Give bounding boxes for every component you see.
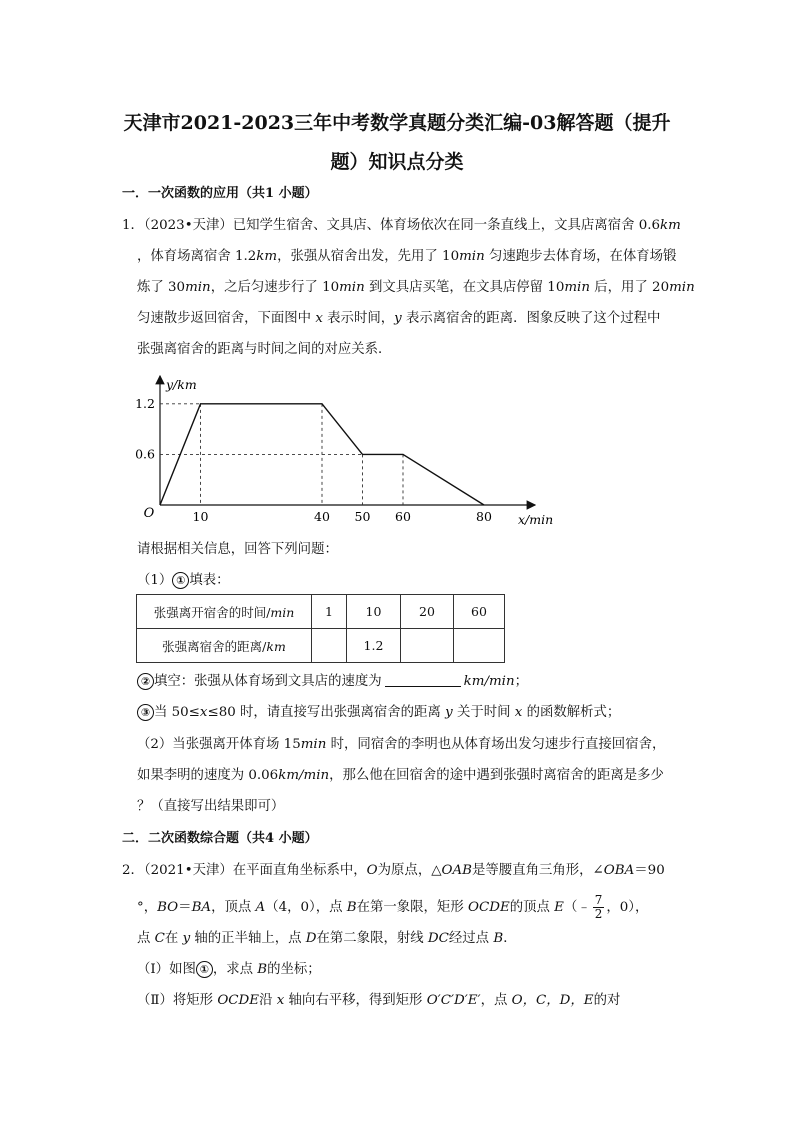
unit-min: min — [300, 737, 327, 752]
var: DC — [427, 931, 449, 946]
q1-part2-line2 — [137, 766, 664, 786]
q2-text: 的顶点 — [509, 900, 555, 915]
label-text: 张强离开宿舍的时间/ — [153, 604, 271, 620]
q1-text: ，之后匀速步行了 10 — [210, 280, 340, 295]
var: x — [276, 993, 285, 1008]
q2-text: ＝90 — [634, 863, 665, 878]
part-text: （2）当张强离开体育场 15 — [137, 737, 301, 752]
unit-km-min: km/min — [463, 674, 515, 689]
origin-label: O — [143, 506, 155, 521]
q2-text: 是等腰直角三角形，∠ — [472, 863, 604, 878]
var: B — [257, 962, 268, 977]
q1-text: 炼了 30 — [137, 280, 186, 295]
table-row — [137, 629, 505, 663]
var: OCDE — [217, 993, 260, 1008]
var: O — [366, 863, 378, 878]
q2-text: ，点 — [480, 993, 512, 1008]
part-text: 关于时间 — [452, 705, 515, 720]
q1-line4 — [137, 309, 660, 329]
q2-text: （4，0），点 — [265, 900, 347, 915]
var: OCDE — [467, 900, 510, 915]
part-label: （1） — [137, 573, 173, 588]
x-tick-label: 40 — [314, 509, 330, 524]
y-tick-label: 1.2 — [135, 395, 155, 411]
unit-min: min — [339, 280, 365, 295]
q1-text: 后，用了 20 — [589, 280, 670, 295]
q1-prompt: 请根据相关信息，回答下列问题： — [137, 542, 338, 557]
unit-min: min — [669, 280, 695, 295]
doc-title-line1: 天津市2021-2023三年中考数学真题分类汇编-03解答题（提升 — [123, 112, 671, 134]
unit-km-min: km/min — [278, 768, 330, 783]
q2-text: 沿 — [259, 993, 277, 1008]
q2-text: （Ⅱ）将矩形 — [137, 993, 218, 1008]
part-text: 如果李明的速度为 0.06 — [137, 768, 279, 783]
doc-title-line2: 题）知识点分类 — [330, 151, 464, 173]
y-tick-label: 0.6 — [135, 446, 155, 462]
label-text: 张强离宿舍的距离/ — [162, 638, 267, 654]
var: OAB — [441, 863, 473, 878]
q1-line2 — [137, 247, 676, 267]
q2-text: 为原点，△ — [377, 863, 442, 878]
q2-text: （﹣ — [563, 900, 591, 915]
q2-text: 在平面直角坐标系中， — [232, 863, 367, 878]
q1-part2-line1 — [137, 735, 665, 755]
q2-text: ，顶点 — [211, 900, 256, 915]
unit-min: min — [459, 249, 485, 264]
table-cell: 20 — [401, 595, 454, 629]
circled-1-icon: ① — [196, 961, 213, 978]
q2-text: 在第一象限，矩形 — [356, 900, 468, 915]
var: O′C′D′E′ — [426, 993, 481, 1008]
table-cell-blank[interactable] — [454, 629, 505, 663]
q2-text: ，0）， — [606, 900, 649, 915]
x-tick-label: 50 — [354, 509, 371, 524]
var-y: y — [394, 311, 402, 326]
q1-part2-line3: ？（直接写出结果即可） — [137, 799, 285, 814]
q1-line1 — [122, 216, 681, 236]
var: OBA — [603, 863, 635, 878]
var: B — [346, 900, 357, 915]
q1-text: ，张强从宿舍出发，先用了 10 — [277, 249, 460, 264]
q2-line1 — [122, 861, 665, 881]
section-heading-1: 一．一次函数的应用（共1 小题） — [122, 186, 318, 201]
q1-part1-3 — [137, 703, 620, 723]
unit-km: km — [660, 218, 681, 233]
x-tick-label: 10 — [192, 509, 209, 524]
x-tick-label: 60 — [395, 509, 411, 524]
q1-part1-2 — [137, 672, 528, 692]
unit-min: min — [185, 280, 211, 295]
circled-1-icon: ① — [172, 572, 189, 589]
table-cell: 10 — [347, 595, 401, 629]
q1-text: 表示离宿舍的距离．图象反映了这个过程中 — [401, 311, 661, 326]
var: BO — [157, 900, 179, 915]
var-x: x — [315, 311, 323, 326]
table-row-label — [137, 595, 312, 629]
q2-text: 在 — [164, 931, 183, 946]
part-text: 当 50≤ — [154, 705, 200, 720]
section-heading-2: 二．二次函数综合题（共4 小题） — [122, 831, 318, 846]
unit-min: min — [564, 280, 590, 295]
fraction-numerator: 7 — [594, 893, 603, 907]
table-row-label — [137, 629, 312, 663]
q2-source: （2021•天津） — [143, 863, 233, 878]
unit-km: km — [256, 249, 278, 264]
q1-text: 已知学生宿舍、文具店、体育场依次在同一条直线上，文具店离宿舍 0.6 — [232, 218, 661, 233]
part-text: 填空：张强从体育场到文具店的速度为 — [154, 674, 382, 689]
q1-text: ，体育场离宿舍 1.2 — [137, 249, 257, 264]
q1-text: 匀速散步返回宿舍，下面图中 — [137, 311, 316, 326]
table-cell-blank[interactable] — [312, 629, 347, 663]
unit-km: km — [266, 638, 286, 654]
var: C — [154, 931, 165, 946]
var-x: x — [199, 705, 208, 720]
fill-table — [136, 594, 505, 663]
var: D — [305, 931, 317, 946]
q2-text: 轴向右平移，得到矩形 — [284, 993, 427, 1008]
table-cell: 1.2 — [347, 629, 401, 663]
q1-part1 — [137, 571, 229, 591]
q2-text: 在第二象限，射线 — [316, 931, 428, 946]
part-text: 填表： — [189, 573, 230, 588]
var: A — [255, 900, 266, 915]
q2-text: 点 — [137, 931, 155, 946]
part-text: ≤80 时，请直接写出张强离宿舍的距离 — [207, 705, 446, 720]
table-row — [137, 595, 505, 629]
var: y — [182, 931, 191, 946]
q2-text: ，求点 — [212, 962, 258, 977]
table-cell-blank[interactable] — [401, 629, 454, 663]
distance-time-graph — [135, 372, 555, 532]
var: BA — [191, 900, 212, 915]
x-axis-label: x/min — [518, 512, 554, 527]
x-tick-label: 80 — [476, 509, 492, 524]
q2-line3 — [137, 929, 517, 949]
table-cell: 1 — [312, 595, 347, 629]
answer-blank[interactable] — [385, 672, 461, 687]
unit-min: min — [270, 604, 295, 620]
circled-3-icon: ③ — [137, 704, 154, 721]
var: E — [554, 900, 564, 915]
q2-text: 经过点 — [448, 931, 494, 946]
q2-text: ． — [503, 931, 517, 946]
q1-text: 表示时间， — [322, 311, 395, 326]
punct: ； — [514, 674, 528, 689]
fraction — [593, 894, 605, 921]
var: O，C，D，E — [511, 993, 594, 1008]
q2-part1 — [137, 960, 321, 980]
var: B — [493, 931, 504, 946]
q2-number: 2． — [122, 863, 144, 878]
q1-line5: 张强离宿舍的距离与时间之间的对应关系． — [137, 342, 392, 357]
q2-text: °， — [137, 900, 158, 915]
q2-part2 — [137, 991, 620, 1011]
y-axis-label: y/km — [166, 377, 197, 392]
part-text: ，那么他在回宿舍的途中遇到张强时离宿舍的距离是多少 — [329, 768, 664, 783]
q2-text: ＝ — [178, 900, 192, 915]
q2-text: 的坐标； — [267, 962, 321, 977]
part-text: 的函数解析式； — [522, 705, 621, 720]
q1-number: 1． — [122, 218, 144, 233]
q1-line3 — [137, 278, 695, 298]
q1-source: （2023•天津） — [143, 218, 233, 233]
q2-text: （Ⅰ）如图 — [137, 962, 196, 977]
q2-line2 — [137, 894, 648, 921]
q1-text: 匀速跑步去体育场，在体育场锻 — [484, 249, 677, 264]
var-y: y — [445, 705, 453, 720]
var-x: x — [514, 705, 523, 720]
table-cell: 60 — [454, 595, 505, 629]
circled-2-icon: ② — [137, 673, 154, 690]
q2-text: 的对 — [593, 993, 621, 1008]
part-text: 时，同宿舍的李明也从体育场出发匀速步行直接回宿舍， — [326, 737, 666, 752]
fraction-denominator: 2 — [594, 907, 603, 921]
q1-text: 到文具店买笔，在文具店停留 10 — [364, 280, 565, 295]
q2-text: 轴的正半轴上，点 — [190, 931, 306, 946]
